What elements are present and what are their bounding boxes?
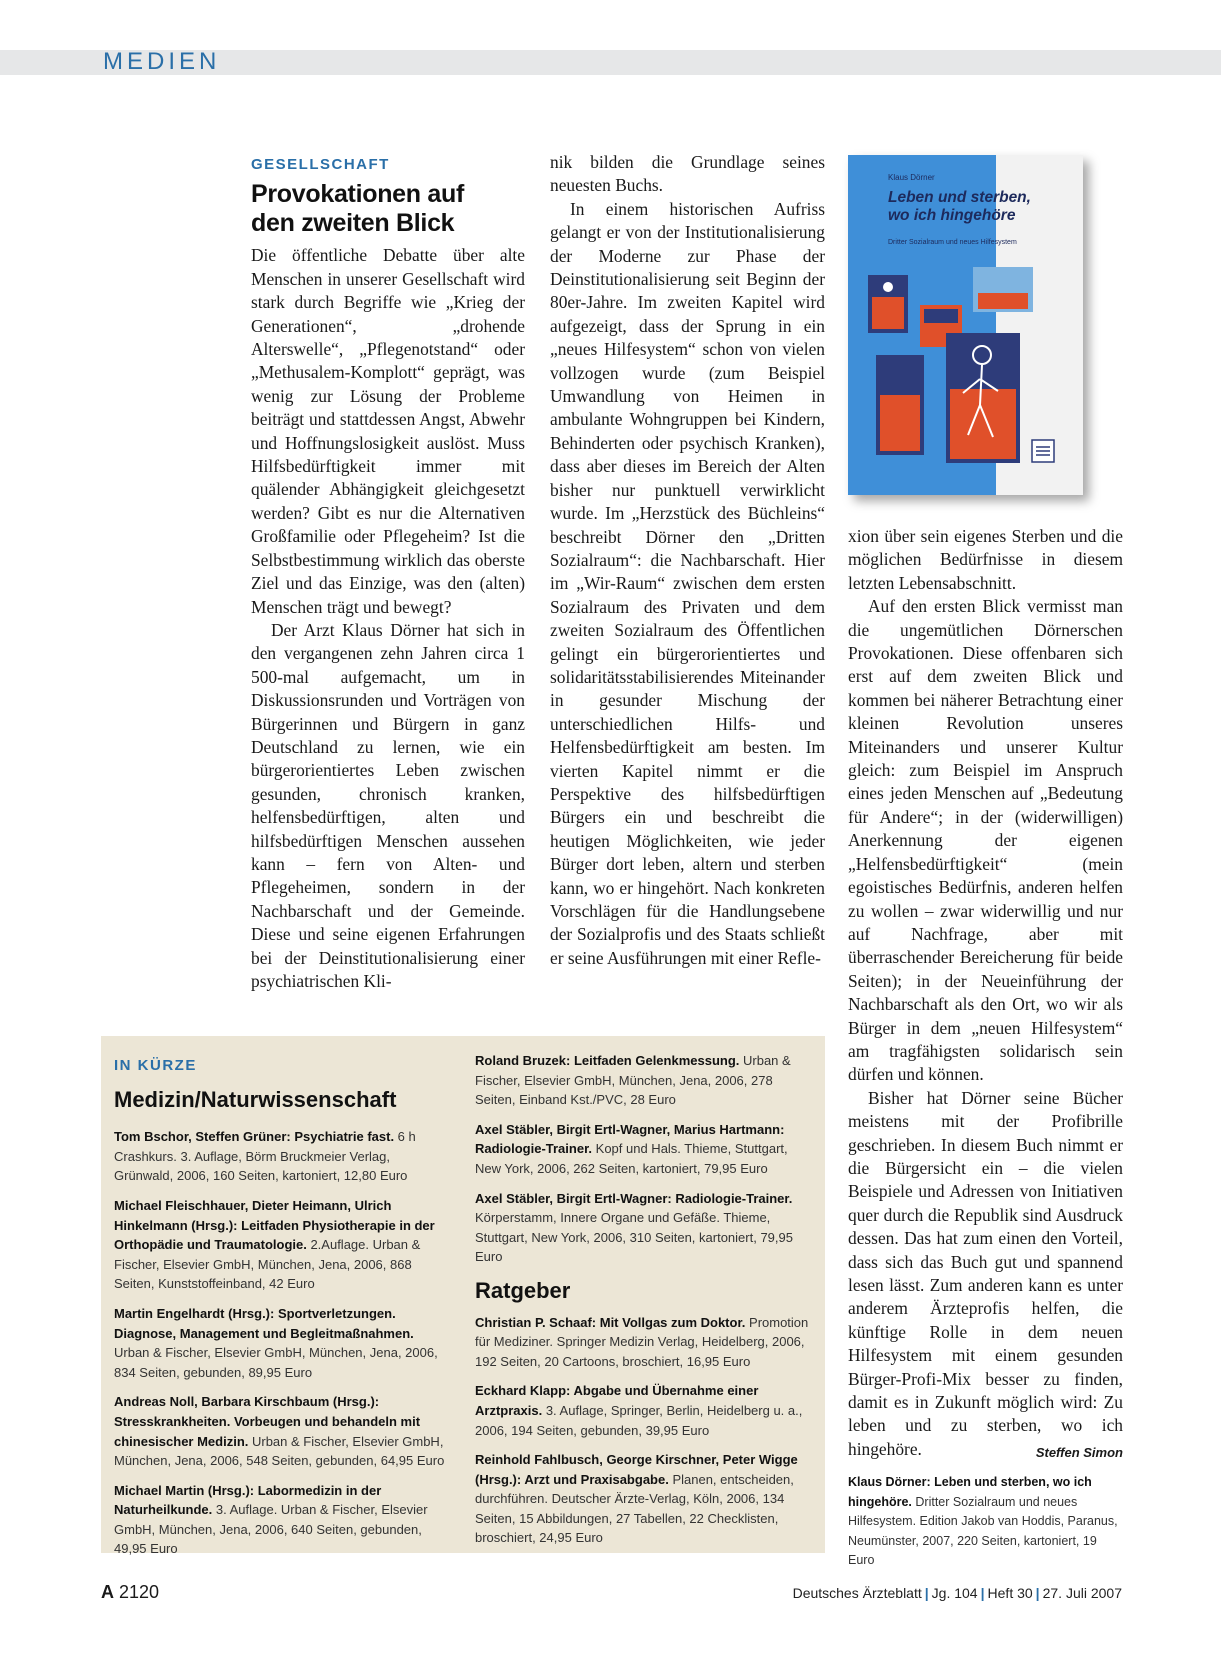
book-entry-title: Reinhold Fahlbusch, George Kirschner, Peter Wigge (Hrsg.): Arzt und Praxisabgabe. — [475, 1452, 798, 1487]
in-kuerze-right-column — [475, 1051, 812, 1558]
article-paragraph-text: Bisher hat Dörner seine Bücher meistens mit der Profibrille geschrieben. In diesem Buch nimmt er die Bürgersicht ein – die vielen Beispiele und Adressen von Initiativen quer durch die Republik sind Ausdruck dessen. Das hat zum einen den Vorteil, dass sich das Buch gut und spannend lesen lässt. Zum anderen kann es unter anderem Ärzteprofis helfen, die künftige Rolle in dem neuen Hilfesystem mit einem gesunden Bürger-Profi-Mix besser zu finden, damit es in Zukunft möglich wird: Zu leben und zu sterben, wo ich hingehöre. — [848, 1087, 1123, 1459]
book-entry — [475, 1450, 812, 1548]
article-column-1 — [251, 153, 525, 993]
book-reference-details: Dritter Sozialraum und neues Hilfesystem. Edition Jakob van Hoddis, Paranus, Neumünster, 2007, 220 Seiten, kartoniert, 19 Euro — [848, 1494, 1118, 1568]
book-entry — [114, 1481, 449, 1559]
book-entry-details: Urban & Fischer, Elsevier GmbH, München, Jena, 2006, 278 Seiten, Einband Kst./PVC, 28 Euro — [475, 1053, 791, 1108]
book-entry-details: Urban & Fischer, Elsevier GmbH, München, Jena, 2006, 548 Seiten, gebunden, 64,95 Euro — [114, 1433, 445, 1469]
book-entry-details: 3. Auflage, Springer, Berlin, Heidelberg u. a., 2006, 194 Seiten, gebunden, 39,95 Euro — [475, 1402, 803, 1438]
article-paragraph — [848, 1087, 1123, 1462]
in-kuerze-left-column — [114, 1056, 449, 1569]
book-entry-title: Michael Fleischhauer, Dieter Heimann, Ulrich Hinkelmann (Hrsg.): Leitfaden Physiotherapie in der Orthopädie und Traumatologie. — [114, 1197, 435, 1253]
article-title — [251, 180, 525, 238]
article-paragraph: Der Arzt Klaus Dörner hat sich in den vergangenen zehn Jahren circa 1 500-mal aufgemacht, um in Diskussionsrunden und Vorträgen von Bürgerinnen und Bürgern in ganz Deutschland zu lernen, wie ein bürgerorientiertes Leben zwischen gesunden, chronisch kranken, helfensbedürftigen, alten und hilfsbedürftigen Menschen aussehen kann – fern von Alten- und Pflegeheimen, sondern in der Nachbarschaft und der Gemeinde. Diese und seine eigenen Erfahrungen bei der Deinstitutionalisierung einer psychiatrischen Kli- — [251, 619, 525, 991]
book-entry-title: Michael Martin (Hrsg.): Labormedizin in der Naturheilkunde. — [114, 1482, 382, 1518]
article-paragraph: Auf den ersten Blick vermisst man die ungemütlichen Dörnerschen Provokationen. Diese offenbaren sich erst auf dem zweiten Blick und kommen bei näherer Betrachtung einer kleinen Revolution unseres Miteinanders und unserer Kultur gleich: zum Beispiel im Anspruch eines jeden Menschen auf „Bedeutung für Andere“; in der (widerwilligen) Anerkennung der eigenen „Helfensbedürftigkeit“ (mein egoistisches Bedürfnis, anderen helfen zu wollen – zwar widerwillig und nur auf Nachfrage, aber mit überraschender Bereicherung für beide Seiten); in der Neueinführung der Nachbarschaft als den Ort, wo wir als Bürger in dem „neuen Hilfesystem“ am tragfähigsten solidarisch sein dürfen und können. — [848, 596, 1123, 1085]
article-paragraph: In einem historischen Aufriss gelangt er von der Institutionalisierung der Moderne zur Phase der Deinstitutionalisierung seit Beginn der 80er-Jahre. Im zweiten Kapitel wird aufgezeigt, dass der Sprung in ein „neues Hilfesystem“ schon von vielen vollzogen wurde (zum Beispiel Umwandlung von Heimen in ambulante Wohngruppen bei Kindern, Behinderten oder psychisch Kranken), dass aber dieses im Bereich der Alten bisher nur punktuell verwirklicht wurde. Im „Herzstück des Büchleins“ beschreibt Dörner den „Dritten Sozialraum“: die Nachbarschaft. Hier im „Wir-Raum“ zwischen dem ersten Sozialraum des Privaten und dem zweiten Sozialraum des Öffentlichen gelingt ein bürgerorientiertes und solidaritätsstabilisierendes Miteinander in gesunder Mischung der unterschiedlichen Hilfs- und Helfensbedürftigkeit am besten. Im vierten Kapitel nimmt er die Perspektive des hilfsbedürftigen Bürgers ein und beschreibt die heutigen Möglichkeiten, wie jeder Bürger dort leben, altern und sterben kann, wo er hingehört. Nach konkreten Vorschlägen für die Handlungsebene der Sozialprofis und des Staats schließt er seine Ausführungen mit einer Refle- — [550, 198, 825, 968]
book-entry-details: 3. Auflage. Urban & Fischer, Elsevier GmbH, München, Jena, 2006, 640 Seiten, gebunden, 49,95 Euro — [114, 1502, 428, 1557]
book-entry-title: Axel Stäbler, Birgit Ertl-Wagner, Marius Hartmann: Radiologie-Trainer. — [475, 1121, 785, 1157]
footer-separator: | — [980, 1585, 985, 1601]
cover-author: Klaus Dörner — [888, 173, 935, 182]
journal-issue: Heft 30 — [987, 1585, 1033, 1601]
journal-name: Deutsches Ärzteblatt — [792, 1585, 922, 1601]
book-entry — [475, 1313, 812, 1372]
article-column-2 — [550, 151, 825, 970]
book-entry — [475, 1381, 812, 1440]
page-number-value: 2120 — [119, 1582, 160, 1602]
cover-title-line-2: wo ich hingehöre — [888, 207, 1016, 224]
book-entry-details: 2.Auflage. Urban & Fischer, Elsevier GmbH, München, Jena, 2006, 868 Seiten, Kunststoffeinband, 42 Euro — [114, 1237, 421, 1292]
article-paragraph: xion über sein eigenes Sterben und die möglichen Bedürfnisse in diesem letzten Lebensabschnitt. — [848, 526, 1123, 593]
box-title-ratgeber: Ratgeber — [475, 1277, 571, 1303]
footer-separator: | — [924, 1585, 929, 1601]
article-paragraph: nik bilden die Grundlage seines neuesten Buchs. — [550, 152, 825, 196]
box-title-medizin: Medizin/Naturwissenschaft — [114, 1086, 397, 1112]
box-kicker: IN KÜRZE — [114, 1057, 197, 1074]
book-entry — [475, 1051, 812, 1110]
book-entry-details: Kopf und Hals. Thieme, Stuttgart, New York, 2006, 262 Seiten, kartoniert, 79,95 Euro — [475, 1141, 788, 1176]
page-letter: A — [101, 1582, 114, 1602]
section-name: MEDIEN — [103, 48, 221, 75]
footer-separator: | — [1035, 1585, 1040, 1601]
book-entry-details: 6 h Crashkurs. 3. Auflage, Börm Bruckmeier Verlag, Grünwald, 2006, 160 Seiten, kartoniert, 12,80 Euro — [114, 1129, 416, 1184]
article-title-line-2: den zweiten Blick — [251, 209, 455, 238]
article-title-line-1: Provokationen auf — [251, 180, 464, 209]
article-author: Steffen Simon — [1035, 1444, 1123, 1460]
book-entry-details: Promotion für Mediziner. Springer Medizin Verlag, Heidelberg, 2006, 192 Seiten, 20 Cartoons, broschiert, 16,95 Euro — [475, 1314, 809, 1369]
book-entry-title: Axel Stäbler, Birgit Ertl-Wagner: Radiologie-Trainer. — [475, 1190, 793, 1206]
book-entry — [114, 1127, 449, 1186]
book-entry — [114, 1196, 449, 1294]
book-entry-title: Martin Engelhardt (Hrsg.): Sportverletzungen. Diagnose, Management und Begleitmaßnahmen. — [114, 1305, 414, 1341]
cover-title — [888, 189, 1031, 225]
book-entry-details: Planen, entscheiden, durchführen. Deutscher Ärzte-Verlag, Köln, 2006, 134 Seiten, 15 Abbildungen, 27 Tabellen, 22 Checklisten, broschiert, 24,95 Euro — [475, 1471, 794, 1546]
book-entry — [114, 1304, 449, 1382]
book-entry-title: Christian P. Schaaf: Mit Vollgas zum Doktor. — [475, 1314, 746, 1330]
book-reference-title: Klaus Dörner: Leben und sterben, wo ich hingehöre. — [848, 1475, 1092, 1509]
journal-footer — [793, 1585, 1122, 1601]
cover-title-line-1: Leben und sterben, — [888, 189, 1031, 206]
cover-subtitle: Dritter Sozialraum und neues Hilfesystem — [888, 239, 1017, 246]
journal-volume: Jg. 104 — [931, 1585, 978, 1601]
book-entry — [475, 1189, 812, 1267]
page-number — [101, 1582, 159, 1603]
book-entry-title: Tom Bschor, Steffen Grüner: Psychiatrie fast. — [114, 1129, 395, 1145]
book-reference — [848, 1473, 1123, 1571]
book-entry — [114, 1392, 449, 1470]
book-cover-image — [848, 155, 1083, 495]
article-column-3 — [848, 525, 1123, 1571]
article-kicker: GESELLSCHAFT — [251, 156, 390, 173]
book-entry-details: Urban & Fischer, Elsevier GmbH, München, Jena, 2006, 834 Seiten, gebunden, 89,95 Euro — [114, 1345, 438, 1380]
book-entry-title: Andreas Noll, Barbara Kirschbaum (Hrsg.): Stresskrankheiten. Vorbeugen und behandeln mit chinesischer Medizin. — [114, 1394, 421, 1449]
book-entry-details: Körperstamm, Innere Organe und Gefäße. Thieme, Stuttgart, New York, 2006, 310 Seiten, kartoniert, 79,95 Euro — [475, 1210, 793, 1265]
book-entry — [475, 1120, 812, 1179]
book-entry-title: Roland Bruzek: Leitfaden Gelenkmessung. — [475, 1053, 740, 1068]
journal-date: 27. Juli 2007 — [1042, 1585, 1122, 1601]
article-paragraph: Die öffentliche Debatte über alte Menschen in unserer Gesellschaft wird stark durch Begriffe wie „Krieg der Generationen“, „drohende Alterswelle“, „Pflegenotstand“ oder „Methusalem-Komplott“ geprägt, was wenig zur Lösung der Probleme beiträgt und stattdessen Angst, Abwehr und Hoffnungslosigkeit auslöst. Muss Hilfsbedürftigkeit immer mit quälender Abhängigkeit gleichgesetzt werden? Gibt es nur die Alternativen Großfamilie oder Pflegeheim? Ist die Selbstbestimmung wirklich das oberste Ziel und das Einzige, was den (alten) Menschen trägt und bewegt? — [251, 245, 525, 617]
book-entry-title: Eckhard Klapp: Abgabe und Übernahme einer Arztpraxis. — [475, 1383, 759, 1418]
